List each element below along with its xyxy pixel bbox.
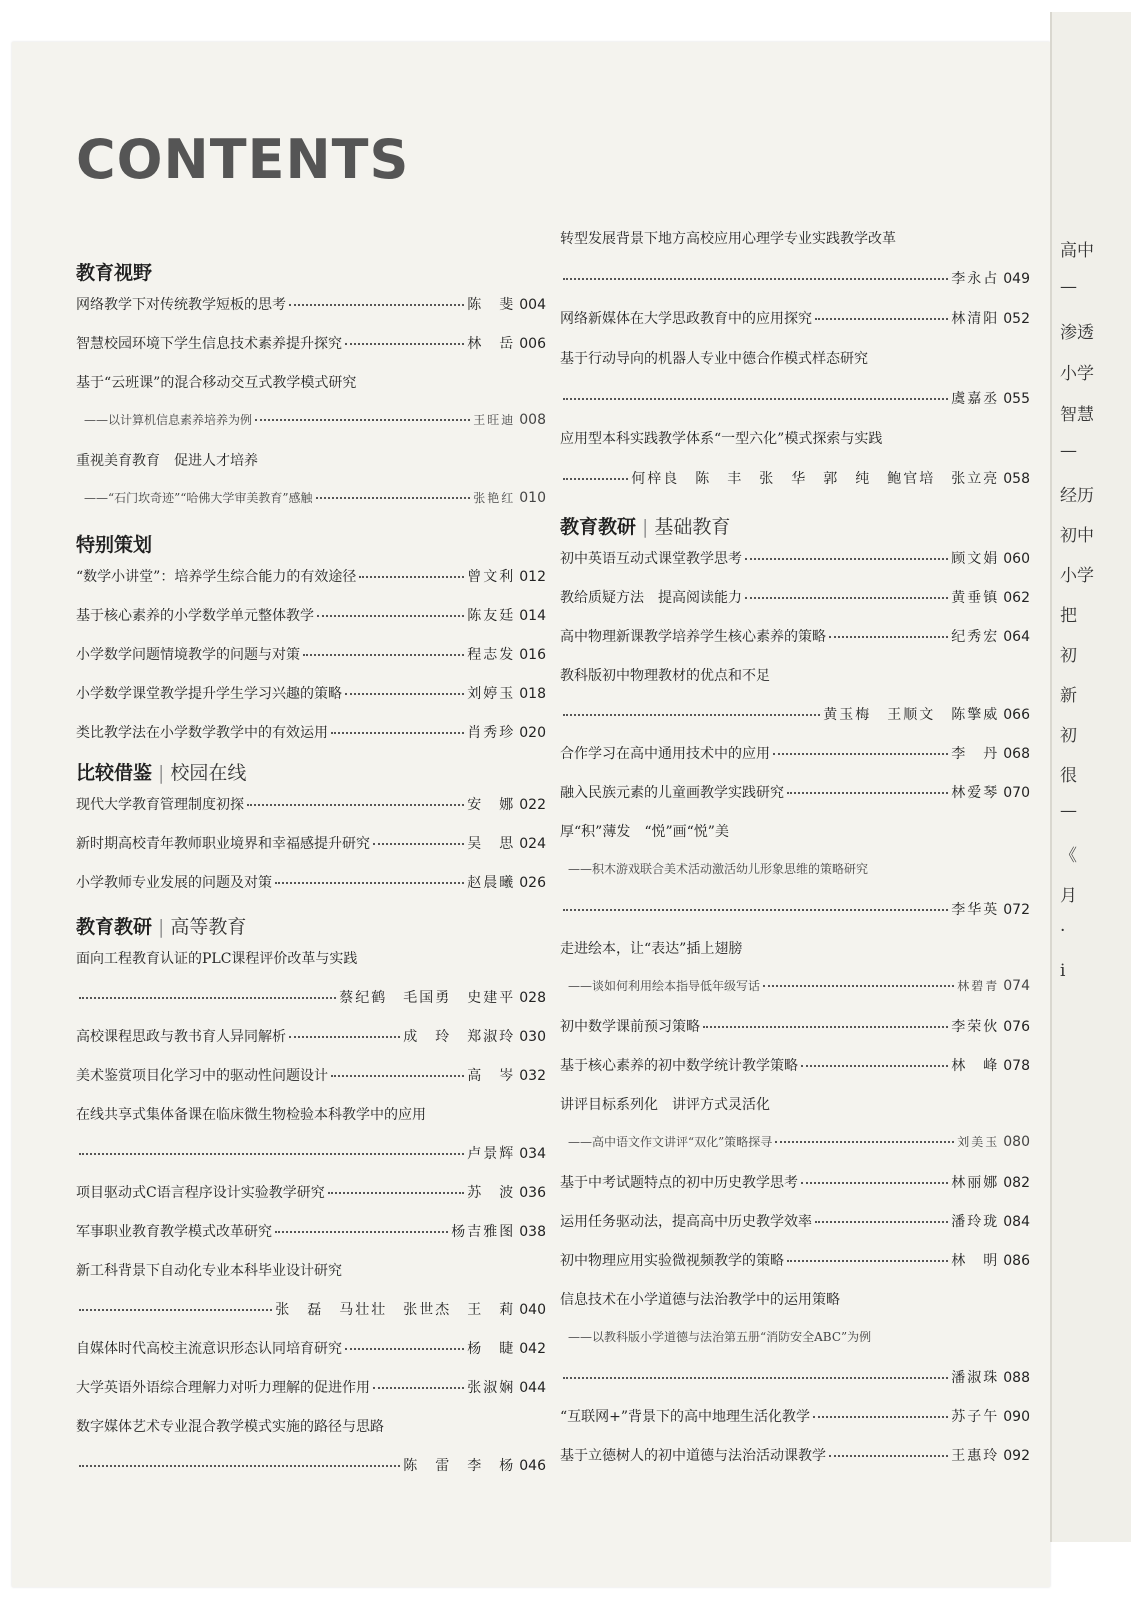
leader-dots — [745, 557, 948, 560]
toc-entry-author: 程志发 — [467, 647, 516, 663]
toc-entry — [76, 1182, 546, 1202]
adjacent-page-fragment: — — [1060, 441, 1077, 461]
toc-entry — [560, 899, 1030, 919]
leader-dots — [815, 317, 948, 320]
toc-entry-page: 036 — [519, 1185, 546, 1201]
adjacent-page-edge — [1050, 12, 1131, 1542]
toc-entry — [76, 1065, 546, 1085]
toc-entry-page: 055 — [1003, 391, 1030, 407]
toc-entry-page: 044 — [519, 1380, 546, 1396]
toc-entry-page: 058 — [1003, 471, 1030, 487]
toc-entry-author: 黄垂镇 — [951, 590, 1000, 606]
toc-entry — [76, 1026, 546, 1046]
toc-entry-author: 纪秀宏 — [951, 629, 1000, 645]
toc-entry-title: 面向工程教育认证的PLC课程评价改革与实践 — [76, 951, 358, 967]
leader-dots — [79, 1464, 400, 1467]
leader-dots — [563, 277, 948, 280]
leader-dots — [801, 1181, 948, 1184]
leader-dots — [345, 692, 464, 695]
leader-dots — [703, 1025, 948, 1028]
leader-dots — [79, 1152, 464, 1155]
toc-entry — [560, 1016, 1030, 1036]
toc-entry-author: 吴 思 — [467, 836, 516, 852]
toc-entry-title: ——以教科版小学道德与法治第五册“消防安全ABC”为例 — [568, 1330, 872, 1344]
toc-entry-page: 026 — [519, 875, 546, 891]
section-heading-label: 教育教研 — [560, 516, 637, 538]
toc-entry-page: 016 — [519, 647, 546, 663]
toc-entry-title: 基于行动导向的机器人专业中德合作模式样态研究 — [560, 351, 868, 367]
section-heading — [76, 530, 152, 557]
toc-entry-page: 014 — [519, 608, 546, 624]
toc-entry-title: 项目驱动式C语言程序设计实验教学研究 — [76, 1185, 325, 1201]
toc-entry-title: 自媒体时代高校主流意识形态认同培育研究 — [76, 1341, 342, 1357]
leader-dots — [563, 397, 948, 400]
toc-entry-title: 在线共享式集体备课在临床微生物检验本科教学中的应用 — [76, 1107, 426, 1123]
toc-entry — [76, 333, 546, 353]
toc-entry-page: 030 — [519, 1029, 546, 1045]
toc-entry-page: 064 — [1003, 629, 1030, 645]
toc-entry-title: 重视美育教育 促进人才培养 — [76, 453, 258, 469]
toc-entry-title: 大学英语外语综合理解力对听力理解的促进作用 — [76, 1380, 370, 1396]
toc-entry — [76, 794, 546, 814]
toc-entry — [560, 704, 1030, 724]
toc-entry-author: 蔡纪鹤 毛国勇 史建平 — [339, 990, 516, 1006]
toc-entry-page: 080 — [1003, 1134, 1030, 1150]
toc-entry-author: 杨吉雅图 — [451, 1224, 516, 1240]
toc-entry — [76, 872, 546, 892]
toc-entry-author: 李华英 — [951, 902, 1000, 918]
toc-entry — [560, 548, 1030, 568]
adjacent-page-fragment: — — [1060, 277, 1077, 297]
toc-entry-title: 合作学习在高中通用技术中的应用 — [560, 746, 770, 762]
toc-entry-page: 060 — [1003, 551, 1030, 567]
toc-entry-author: 王旺迪 — [473, 413, 516, 427]
toc-entry-page: 012 — [519, 569, 546, 585]
toc-entry-author: 林丽娜 — [951, 1175, 1000, 1191]
section-heading-label: 教育视野 — [76, 262, 153, 284]
section-heading — [76, 258, 152, 285]
toc-entry-author: 苏子午 — [951, 1409, 1000, 1425]
section-heading — [76, 912, 246, 939]
toc-entry — [560, 388, 1030, 408]
toc-entry-title: 新工科背景下自动化专业本科毕业设计研究 — [76, 1263, 342, 1279]
toc-entry-author: 刘美玉 — [957, 1135, 1000, 1149]
toc-entry-title: 高校课程思政与教书育人异同解析 — [76, 1029, 286, 1045]
toc-entry-page: 020 — [519, 725, 546, 741]
adjacent-page-fragment: 初中 — [1060, 526, 1094, 546]
toc-entry-title: 讲评目标系列化 讲评方式灵活化 — [560, 1097, 770, 1113]
section-heading-label: 特别策划 — [76, 534, 153, 556]
toc-entry-page: 076 — [1003, 1019, 1030, 1035]
toc-entry — [560, 743, 1030, 763]
toc-entry — [560, 782, 1030, 802]
leader-dots — [829, 1454, 948, 1457]
section-heading — [560, 512, 730, 539]
toc-entry — [84, 489, 546, 506]
leader-dots — [373, 1386, 464, 1389]
toc-entry — [560, 1406, 1030, 1426]
toc-entry-author: 潘玲珑 — [951, 1214, 1000, 1230]
toc-entry-author: 张艳红 — [473, 491, 516, 505]
leader-dots — [331, 731, 464, 734]
toc-entry-author: 林 明 — [951, 1253, 1000, 1269]
leader-dots — [345, 1347, 464, 1350]
section-heading-label: 比较借鉴 — [76, 762, 153, 784]
leader-dots — [787, 1259, 948, 1262]
toc-entry-page: 010 — [519, 490, 546, 506]
toc-entry-page: 040 — [519, 1302, 546, 1318]
section-separator: | — [642, 516, 649, 538]
leader-dots — [801, 1064, 948, 1067]
leader-dots — [563, 477, 628, 480]
toc-entry-page: 070 — [1003, 785, 1030, 801]
leader-dots — [275, 1230, 448, 1233]
toc-entry-title: 教科版初中物理教材的优点和不足 — [560, 668, 770, 684]
toc-entry-page: 078 — [1003, 1058, 1030, 1074]
toc-entry-page: 074 — [1003, 978, 1030, 994]
section-separator: | — [158, 762, 165, 784]
toc-entry-author: 李 丹 — [951, 746, 1000, 762]
toc-entry-author: 张淑娴 — [467, 1380, 516, 1396]
toc-entry-author: 曾文利 — [467, 569, 516, 585]
toc-entry-title: 网络教学下对传统教学短板的思考 — [76, 297, 286, 313]
leader-dots — [345, 342, 464, 345]
toc-entry-title: 美术鉴赏项目化学习中的驱动性问题设计 — [76, 1068, 328, 1084]
adjacent-page-fragment: 很 — [1060, 766, 1077, 786]
toc-entry — [560, 268, 1030, 288]
toc-entry-page: 046 — [519, 1458, 546, 1474]
section-heading — [76, 758, 246, 785]
toc-entry — [76, 1299, 546, 1319]
leader-dots — [79, 996, 336, 999]
leader-dots — [317, 614, 464, 617]
leader-dots — [359, 575, 464, 578]
adjacent-page-fragment: 小学 — [1060, 566, 1094, 586]
toc-entry — [560, 587, 1030, 607]
leader-dots — [745, 596, 948, 599]
toc-entry-title: ——“石门坎奇迹”“哈佛大学审美教育”感触 — [84, 491, 313, 505]
toc-entry — [76, 1143, 546, 1163]
toc-entry — [560, 1445, 1030, 1465]
section-subheading: 基础教育 — [654, 516, 731, 538]
toc-entry-page: 004 — [519, 297, 546, 313]
toc-entry — [568, 977, 1030, 994]
toc-entry-page: 028 — [519, 990, 546, 1006]
toc-entry-author: 何梓良 陈 丰 张 华 郭 纯 鲍官培 张立亮 — [631, 471, 1000, 487]
toc-entry — [76, 1338, 546, 1358]
adjacent-page-fragment: i — [1060, 961, 1066, 981]
toc-entry-title: ——以计算机信息素养培养为例 — [84, 413, 253, 427]
toc-entry-page: 042 — [519, 1341, 546, 1357]
toc-entry-title: 教给质疑方法 提高阅读能力 — [560, 590, 742, 606]
leader-dots — [275, 881, 464, 884]
adjacent-page-fragment: 初 — [1060, 726, 1077, 746]
toc-entry-page: 024 — [519, 836, 546, 852]
toc-entry-title: 转型发展背景下地方高校应用心理学专业实践教学改革 — [560, 231, 896, 247]
leader-dots — [79, 1308, 272, 1311]
toc-entry — [76, 833, 546, 853]
toc-entry-author: 潘淑珠 — [951, 1370, 1000, 1386]
toc-entry-author: 林 岳 — [467, 336, 516, 352]
toc-entry-author: 刘婷玉 — [467, 686, 516, 702]
toc-entry-author: 顾文娟 — [951, 551, 1000, 567]
leader-dots — [787, 791, 948, 794]
leader-dots — [331, 1074, 464, 1077]
toc-entry-author: 高 岑 — [467, 1068, 516, 1084]
section-separator: | — [158, 916, 165, 938]
adjacent-page-fragment: 高中 — [1060, 241, 1094, 261]
toc-entry — [76, 722, 546, 742]
toc-entry-page: 082 — [1003, 1175, 1030, 1191]
toc-entry-author: 林爱琴 — [951, 785, 1000, 801]
toc-entry-page: 052 — [1003, 311, 1030, 327]
toc-entry-title: 信息技术在小学道德与法治教学中的运用策略 — [560, 1292, 840, 1308]
leader-dots — [563, 908, 948, 911]
toc-entry — [560, 1250, 1030, 1270]
toc-entry-author: 赵晨曦 — [467, 875, 516, 891]
leader-dots — [773, 752, 948, 755]
toc-entry-author: 卢景辉 — [467, 1146, 516, 1162]
leader-dots — [247, 803, 464, 806]
toc-entry — [560, 1172, 1030, 1192]
toc-entry-author: 虞嘉丞 — [951, 391, 1000, 407]
toc-entry-title: 小学教师专业发展的问题及对策 — [76, 875, 272, 891]
toc-entry — [560, 1211, 1030, 1231]
toc-entry-title: 初中英语互动式课堂教学思考 — [560, 551, 742, 567]
toc-entry-author: 安 娜 — [467, 797, 516, 813]
toc-entry — [560, 626, 1030, 646]
toc-entry-page: 084 — [1003, 1214, 1030, 1230]
leader-dots — [303, 653, 464, 656]
toc-entry-title: 基于“云班课”的混合移动交互式教学模式研究 — [76, 375, 357, 391]
toc-entry-page: 008 — [519, 412, 546, 428]
toc-entry-author: 林清阳 — [951, 311, 1000, 327]
toc-entry-author: 陈 斐 — [467, 297, 516, 313]
toc-entry — [76, 1377, 546, 1397]
toc-entry-author: 陈 雷 李 杨 — [403, 1458, 516, 1474]
leader-dots — [829, 635, 948, 638]
toc-entry-author: 肖秀珍 — [467, 725, 516, 741]
leader-dots — [813, 1415, 948, 1418]
toc-entry — [76, 294, 546, 314]
toc-entry — [560, 1367, 1030, 1387]
toc-entry-title: 新时期高校青年教师职业境界和幸福感提升研究 — [76, 836, 370, 852]
toc-entry-title: ——高中语文作文讲评“双化”策略探寻 — [568, 1135, 773, 1149]
toc-entry-page: 032 — [519, 1068, 546, 1084]
toc-entry-title: 现代大学教育管理制度初探 — [76, 797, 244, 813]
toc-entry-title: ——谈如何利用绘本指导低年级写话 — [568, 979, 761, 993]
leader-dots — [255, 418, 470, 421]
adjacent-page-fragment: 渗透 — [1060, 323, 1094, 343]
toc-entry — [76, 566, 546, 586]
leader-dots — [289, 1035, 400, 1038]
toc-entry-title: 初中数学课前预习策略 — [560, 1019, 700, 1035]
toc-entry-title: 基于核心素养的小学数学单元整体教学 — [76, 608, 314, 624]
adjacent-page-fragment: 新 — [1060, 686, 1077, 706]
section-subheading: 高等教育 — [170, 916, 247, 938]
toc-entry — [84, 411, 546, 428]
toc-entry-title: “互联网+”背景下的高中地理生活化教学 — [560, 1409, 811, 1425]
toc-entry-title: 初中物理应用实验微视频教学的策略 — [560, 1253, 784, 1269]
toc-entry-page: 090 — [1003, 1409, 1030, 1425]
toc-entry-page: 018 — [519, 686, 546, 702]
toc-entry — [76, 1221, 546, 1241]
toc-entry-author: 林碧青 — [957, 979, 1000, 993]
toc-entry-title: 基于中考试题特点的初中历史教学思考 — [560, 1175, 798, 1191]
toc-entry-author: 林 峰 — [951, 1058, 1000, 1074]
toc-entry-author: 黄玉梅 王顺文 陈擎威 — [823, 707, 1000, 723]
toc-entry — [560, 468, 1030, 488]
adjacent-page-fragment: — — [1060, 801, 1077, 821]
toc-entry-title: 小学数学课堂教学提升学生学习兴趣的策略 — [76, 686, 342, 702]
toc-entry-title: 应用型本科实践教学体系“一型六化”模式探索与实践 — [560, 431, 883, 447]
toc-entry-title: 基于立德树人的初中道德与法治活动课教学 — [560, 1448, 826, 1464]
toc-entry — [560, 308, 1030, 328]
toc-entry-title: ——积木游戏联合美术活动激活幼儿形象思维的策略研究 — [568, 862, 869, 876]
toc-entry-page: 088 — [1003, 1370, 1030, 1386]
toc-entry-author: 张 磊 马壮壮 张世杰 王 莉 — [275, 1302, 516, 1318]
toc-entry-page: 072 — [1003, 902, 1030, 918]
toc-entry — [560, 1055, 1030, 1075]
leader-dots — [763, 984, 954, 987]
toc-entry-title: 军事职业教育教学模式改革研究 — [76, 1224, 272, 1240]
adjacent-page-fragment: 经历 — [1060, 486, 1094, 506]
leader-dots — [316, 496, 471, 499]
adjacent-page-fragment: 把 — [1060, 606, 1077, 626]
toc-entry-title: 高中物理新课教学培养学生核心素养的策略 — [560, 629, 826, 645]
toc-entry-page: 049 — [1003, 271, 1030, 287]
adjacent-page-fragment: 智慧 — [1060, 405, 1094, 425]
toc-entry-title: 走进绘本，让“表达”插上翅膀 — [560, 941, 743, 957]
toc-entry-page: 068 — [1003, 746, 1030, 762]
toc-entry-author: 李永占 — [951, 271, 1000, 287]
leader-dots — [563, 713, 820, 716]
toc-entry-author: 王惠玲 — [951, 1448, 1000, 1464]
toc-entry-author: 苏 波 — [467, 1185, 516, 1201]
toc-entry — [568, 1133, 1030, 1150]
toc-entry-page: 038 — [519, 1224, 546, 1240]
leader-dots — [815, 1220, 948, 1223]
adjacent-page-fragment: 《 — [1060, 846, 1077, 866]
toc-entry-title: “数学小讲堂”：培养学生综合能力的有效途径 — [76, 569, 357, 585]
toc-entry-title: 厚“积”薄发 “悦”画“悦”美 — [560, 824, 729, 840]
leader-dots — [289, 303, 464, 306]
toc-entry-title: 网络新媒体在大学思政教育中的应用探究 — [560, 311, 812, 327]
toc-entry-author: 成 玲 郑淑玲 — [403, 1029, 516, 1045]
toc-entry-title: 类比教学法在小学数学教学中的有效运用 — [76, 725, 328, 741]
toc-entry-title: 运用任务驱动法，提高高中历史教学效率 — [560, 1214, 812, 1230]
adjacent-page-fragment: 小学 — [1060, 364, 1094, 384]
toc-entry — [76, 987, 546, 1007]
toc-entry-title: 数字媒体艺术专业混合教学模式实施的路径与思路 — [76, 1419, 384, 1435]
toc-entry — [76, 1455, 546, 1475]
leader-dots — [563, 1376, 948, 1379]
toc-entry-page: 092 — [1003, 1448, 1030, 1464]
toc-entry-author: 杨 睫 — [467, 1341, 516, 1357]
toc-entry-page: 034 — [519, 1146, 546, 1162]
toc-entry-page: 086 — [1003, 1253, 1030, 1269]
section-heading-label: 教育教研 — [76, 916, 153, 938]
page-title: CONTENTS — [76, 128, 410, 191]
leader-dots — [775, 1140, 954, 1143]
toc-entry-title: 基于核心素养的初中数学统计教学策略 — [560, 1058, 798, 1074]
toc-entry-page: 006 — [519, 336, 546, 352]
section-subheading: 校园在线 — [170, 762, 247, 784]
toc-entry-author: 陈友廷 — [467, 608, 516, 624]
adjacent-page-fragment: · — [1060, 921, 1066, 941]
leader-dots — [373, 842, 464, 845]
toc-entry-page: 066 — [1003, 707, 1030, 723]
toc-entry-title: 智慧校园环境下学生信息技术素养提升探究 — [76, 336, 342, 352]
toc-entry — [76, 605, 546, 625]
toc-entry-title: 小学数学问题情境教学的问题与对策 — [76, 647, 300, 663]
toc-entry-title: 融入民族元素的儿童画教学实践研究 — [560, 785, 784, 801]
toc-entry — [76, 644, 546, 664]
toc-entry-page: 022 — [519, 797, 546, 813]
leader-dots — [328, 1191, 465, 1194]
toc-entry-author: 李荣伙 — [951, 1019, 1000, 1035]
adjacent-page-fragment: 初 — [1060, 646, 1077, 666]
toc-entry-page: 062 — [1003, 590, 1030, 606]
adjacent-page-fragment: 月 — [1060, 886, 1077, 906]
toc-entry — [76, 683, 546, 703]
